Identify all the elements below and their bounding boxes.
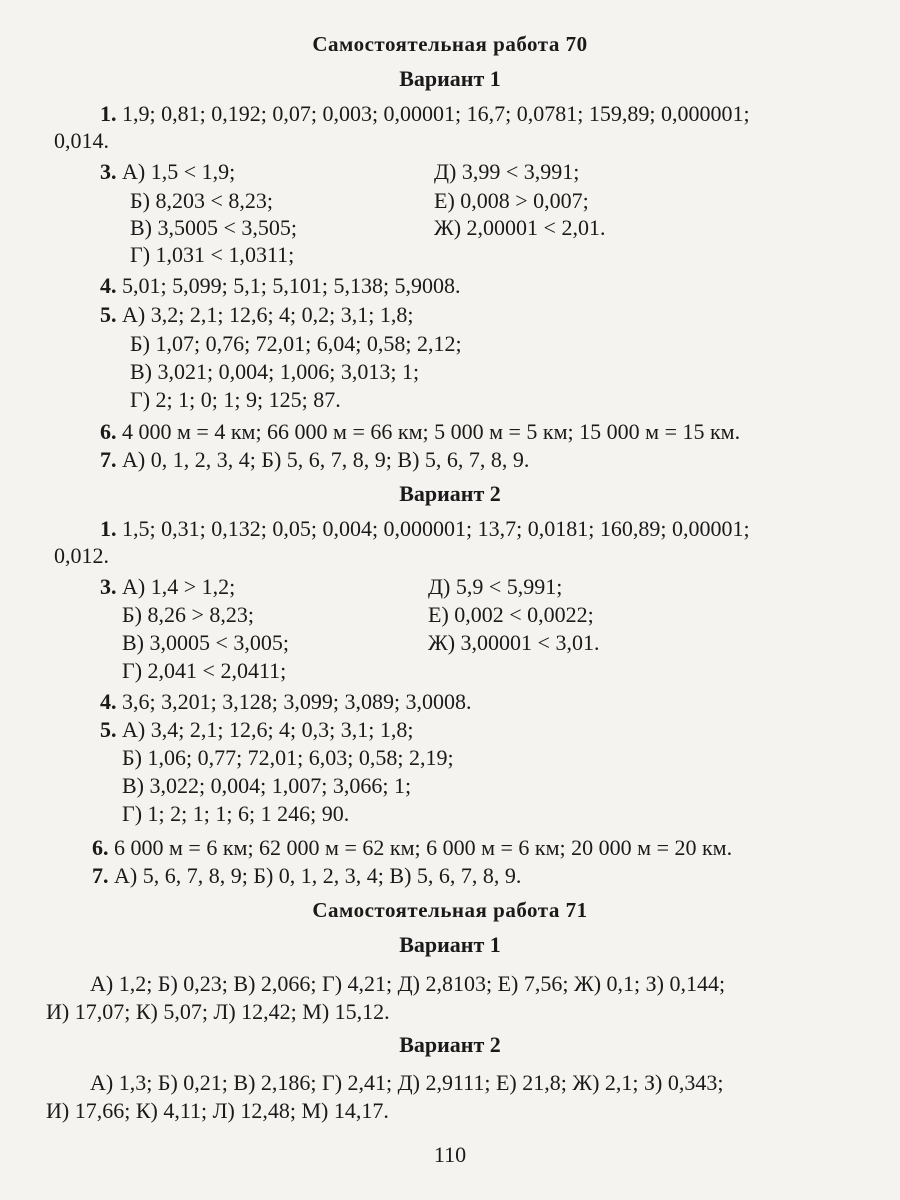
answer-item: Г) 2; 1; 0; 1; 9; 125; 87.	[130, 387, 341, 412]
w70v2-q1-cont: 0,012.	[54, 543, 109, 568]
w70v1-q4	[100, 272, 461, 300]
answer-item: А) 1,4 > 1,2;	[122, 574, 236, 599]
w70v2-q5	[100, 716, 414, 744]
answer-item: Г) 1,031 < 1,0311;	[130, 242, 295, 267]
answer-item: Ж) 3,00001 < 3,01.	[428, 630, 600, 655]
w71v1-line1: А) 1,2; Б) 0,23; В) 2,066; Г) 4,21; Д) 2,8103; Е) 7,56; Ж) 0,1; З) 0,144;	[90, 971, 726, 996]
w70v1-q5	[100, 301, 414, 329]
question-number: 5.	[100, 302, 117, 327]
question-number: 7.	[92, 863, 109, 888]
answer-text: А) 0, 1, 2, 3, 4; Б) 5, 6, 7, 8, 9; В) 5, 6, 7, 8, 9.	[122, 447, 530, 472]
question-number: 6.	[100, 419, 117, 444]
w70v1-q7	[100, 446, 529, 474]
w71v2-line1: А) 1,3; Б) 0,21; В) 2,186; Г) 2,41; Д) 2,9111; Е) 21,8; Ж) 2,1; З) 0,343;	[90, 1070, 724, 1095]
answer-item: А) 3,4; 2,1; 12,6; 4; 0,3; 3,1; 1,8;	[122, 717, 414, 742]
question-number: 1.	[100, 516, 117, 541]
question-number: 3.	[100, 574, 117, 599]
answer-item: Ж) 2,00001 < 2,01.	[434, 215, 606, 240]
answer-item: Б) 8,203 < 8,23;	[130, 188, 273, 213]
answer-item: В) 3,0005 < 3,005;	[122, 630, 290, 655]
answer-text: 6 000 м = 6 км; 62 000 м = 62 км; 6 000 м = 6 км; 20 000 м = 20 км.	[114, 835, 733, 860]
answer-text: 5,01; 5,099; 5,1; 5,101; 5,138; 5,9008.	[122, 273, 461, 298]
work-70-title: Самостоятельная работа 70	[312, 32, 588, 56]
question-number: 5.	[100, 717, 117, 742]
w70v2-q7	[92, 862, 521, 890]
answer-item: Д) 3,99 < 3,991;	[434, 159, 580, 184]
question-number: 4.	[100, 273, 117, 298]
w71v1-line2: И) 17,07; К) 5,07; Л) 12,42; М) 15,12.	[46, 999, 390, 1024]
answer-item: Д) 5,9 < 5,991;	[428, 574, 563, 599]
w70v1-q6	[100, 418, 740, 446]
answer-item: Б) 1,07; 0,76; 72,01; 6,04; 0,58; 2,12;	[130, 331, 462, 356]
question-number: 7.	[100, 447, 117, 472]
answer-item: Г) 2,041 < 2,0411;	[122, 658, 287, 683]
answer-text: 1,5; 0,31; 0,132; 0,05; 0,004; 0,000001; 13,7; 0,0181; 160,89; 0,00001;	[122, 516, 750, 541]
question-number: 3.	[100, 159, 117, 184]
question-number: 4.	[100, 689, 117, 714]
answer-item: Г) 1; 2; 1; 1; 6; 1 246; 90.	[122, 801, 350, 826]
answer-item: А) 3,2; 2,1; 12,6; 4; 0,2; 3,1; 1,8;	[122, 302, 414, 327]
answer-item: В) 3,022; 0,004; 1,007; 3,066; 1;	[122, 773, 412, 798]
w70v1-q3	[100, 158, 235, 186]
w70v2-q3	[100, 573, 235, 601]
answer-item: В) 3,5005 < 3,505;	[130, 215, 298, 240]
work-71-variant-1-title: Вариант 1	[399, 932, 501, 957]
w71v2-line2: И) 17,66; К) 4,11; Л) 12,48; М) 14,17.	[46, 1098, 389, 1123]
answer-item: А) 1,5 < 1,9;	[122, 159, 236, 184]
w70v1-q1	[100, 100, 750, 128]
answer-item: В) 3,021; 0,004; 1,006; 3,013; 1;	[130, 359, 420, 384]
work-70-variant-1-title: Вариант 1	[399, 66, 501, 91]
question-number: 6.	[92, 835, 109, 860]
answer-item: Б) 1,06; 0,77; 72,01; 6,03; 0,58; 2,19;	[122, 745, 454, 770]
answer-text: 1,9; 0,81; 0,192; 0,07; 0,003; 0,00001; 16,7; 0,0781; 159,89; 0,000001;	[122, 101, 750, 126]
answer-item: Е) 0,002 < 0,0022;	[428, 602, 594, 627]
answer-text: А) 5, 6, 7, 8, 9; Б) 0, 1, 2, 3, 4; В) 5, 6, 7, 8, 9.	[114, 863, 522, 888]
w70v2-q1	[100, 515, 750, 543]
answer-item: Е) 0,008 > 0,007;	[434, 188, 589, 213]
answer-text: 3,6; 3,201; 3,128; 3,099; 3,089; 3,0008.	[122, 689, 472, 714]
page-number: 110	[433, 1142, 467, 1167]
question-number: 1.	[100, 101, 117, 126]
work-70-variant-2-title: Вариант 2	[399, 481, 501, 506]
w70v2-q6	[92, 834, 732, 862]
answer-text: 4 000 м = 4 км; 66 000 м = 66 км; 5 000 м = 5 км; 15 000 м = 15 км.	[122, 419, 741, 444]
work-71-variant-2-title: Вариант 2	[399, 1032, 501, 1057]
work-71-title: Самостоятельная работа 71	[312, 898, 588, 922]
w70v1-q1-cont: 0,014.	[54, 128, 109, 153]
answer-item: Б) 8,26 > 8,23;	[122, 602, 254, 627]
w70v2-q4	[100, 688, 472, 716]
